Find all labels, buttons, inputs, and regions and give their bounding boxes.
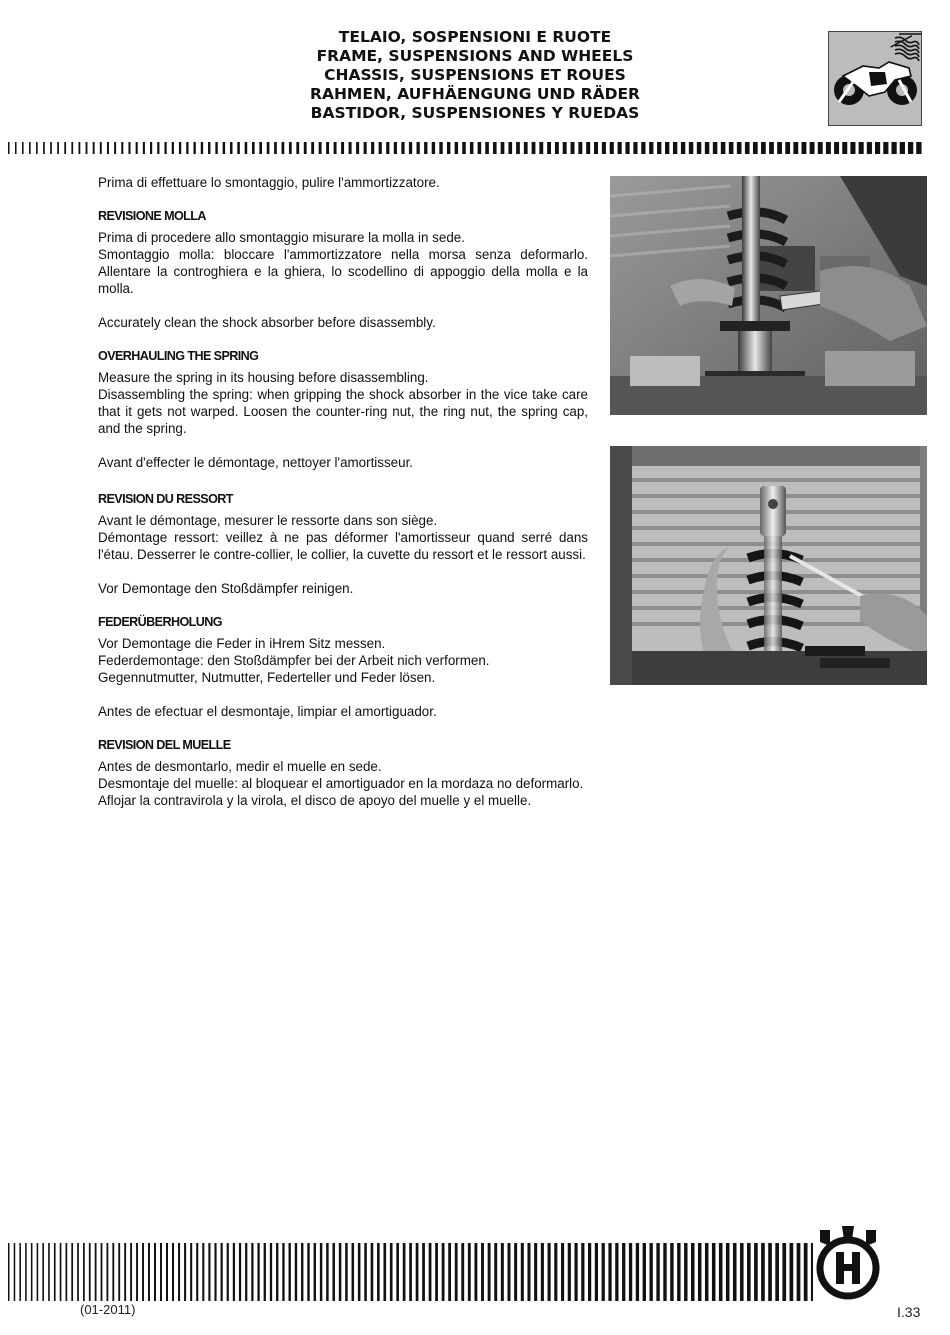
- paragraph-line: Smontaggio molla: bloccare l'ammortizzatore nella morsa senza deformarlo. Allentare la controghiera e la ghiera, lo scodellino di appoggio della molla e la molla.: [98, 247, 588, 296]
- photo-shock-screwdriver: [610, 446, 927, 685]
- husqvarna-logo-icon: [808, 1224, 888, 1300]
- page-number: I.33: [897, 1304, 921, 1320]
- intro-fr: Avant d'effecter le démontage, nettoyer l'amortisseur.: [98, 455, 414, 470]
- intro-en: Accurately clean the shock absorber before disassembly.: [98, 315, 436, 330]
- paragraph-line: Avant le démontage, mesurer le ressorte dans son siège.: [98, 513, 438, 528]
- title-it: TELAIO, SOSPENSIONI E RUOTE: [338, 28, 612, 46]
- heading-it: REVISIONE MOLLA: [98, 209, 206, 223]
- paragraph-line: Aflojar la contravirola y la virola, el disco de apoyo del muelle y el muelle.: [98, 793, 532, 808]
- footer-date: (01-2011): [80, 1302, 136, 1317]
- heading-de: FEDERÜBERHOLUNG: [98, 615, 222, 629]
- paragraph-line: Measure the spring in its housing before disassembling.: [98, 370, 429, 385]
- intro-de: Vor Demontage den Stoßdämpfer reinigen.: [98, 581, 354, 596]
- heading-es: REVISION DEL MUELLE: [98, 738, 231, 752]
- paragraph-line: Gegennutmutter, Nutmutter, Federteller und Feder lösen.: [98, 670, 436, 685]
- title-en: FRAME, SUSPENSIONS AND WHEELS: [316, 47, 634, 65]
- page-title-block: [230, 28, 720, 123]
- heading-fr: REVISION DU RESSORT: [98, 492, 233, 506]
- heading-en: OVERHAULING THE SPRING: [98, 349, 259, 363]
- bottom-ruler-strip: [8, 1243, 818, 1303]
- title-de: RAHMEN, AUFHÄENGUNG UND RÄDER: [310, 85, 640, 103]
- paragraph-line: Antes de desmontarlo, medir el muelle en sede.: [98, 759, 382, 774]
- body-text: [98, 174, 588, 809]
- top-ruler-strip: [8, 142, 922, 154]
- paragraph-line: Prima di procedere allo smontaggio misurare la molla in sede.: [98, 230, 465, 245]
- paragraph-line: Démontage ressort: veillez à ne pas déformer l'amortisseur quand serré dans l'étau. Desserrer le contre-collier, le collier, la cuvette du ressort et le ressort aussi.: [98, 530, 588, 562]
- title-fr: CHASSIS, SUSPENSIONS ET ROUES: [324, 66, 626, 84]
- paragraph-line: Vor Demontage die Feder in iHrem Sitz messen.: [98, 636, 386, 651]
- motorcycle-suspension-icon: [829, 32, 921, 125]
- section-icon-box: [828, 31, 922, 126]
- paragraph-line: Federdemontage: den Stoßdämpfer bei der Arbeit nich verformen.: [98, 653, 490, 668]
- title-es: BASTIDOR, SUSPENSIONES Y RUEDAS: [310, 104, 640, 122]
- paragraph-line: Disassembling the spring: when gripping the shock absorber in the vice take care that it gets not warped. Loosen the counter-ring nut, the ring nut, the spring cap, and the spring.: [98, 387, 588, 436]
- paragraph-line: Desmontaje del muelle: al bloquear el amortiguador en la mordaza no deformarlo.: [98, 776, 584, 791]
- intro-it: Prima di effettuare lo smontaggio, pulire l'ammortizzatore.: [98, 175, 440, 190]
- intro-es: Antes de efectuar el desmontaje, limpiar el amortiguador.: [98, 704, 437, 719]
- photo-shock-in-vice: [610, 176, 927, 415]
